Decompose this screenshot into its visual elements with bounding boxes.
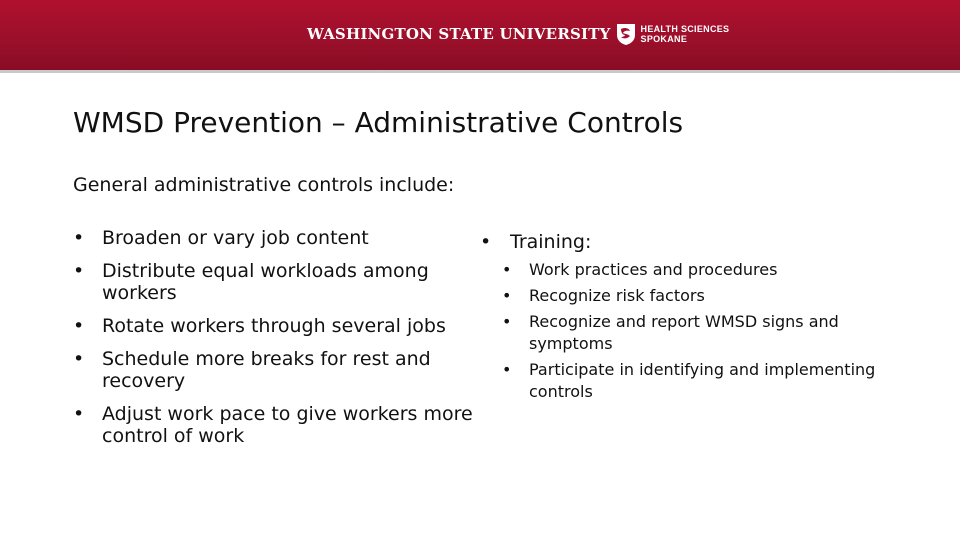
logo-subtitle	[641, 24, 730, 44]
list-item: • Rotate workers through several jobs	[73, 315, 493, 337]
list-item: • Work practices and procedures	[502, 259, 900, 281]
banner-divider	[0, 70, 960, 73]
training-heading: • Training:	[480, 231, 900, 253]
list-item: • Schedule more breaks for rest and recovery	[73, 348, 493, 392]
list-item: • Participate in identifying and implementing controls	[502, 359, 900, 403]
training-list	[502, 259, 900, 403]
header-banner	[0, 0, 960, 70]
slide-intro: General administrative controls include:	[73, 174, 455, 196]
wsu-logo	[307, 18, 729, 50]
admin-controls-list	[73, 227, 493, 458]
training-section	[480, 231, 900, 407]
logo-wordmark: WASHINGTON STATE UNIVERSITY	[307, 25, 611, 43]
list-item: • Broaden or vary job content	[73, 227, 493, 249]
logo-subtitle-line2: SPOKANE	[640, 34, 688, 44]
list-item: • Distribute equal workloads among workers	[73, 260, 493, 304]
cougar-seal-icon	[615, 22, 637, 46]
list-item: • Adjust work pace to give workers more control of work	[73, 403, 493, 447]
logo-subtitle-line1: HEALTH SCIENCES	[640, 24, 730, 34]
list-item: • Recognize and report WMSD signs and symptoms	[502, 311, 900, 355]
list-item: • Recognize risk factors	[502, 285, 900, 307]
slide-title: WMSD Prevention – Administrative Controls	[73, 106, 684, 139]
